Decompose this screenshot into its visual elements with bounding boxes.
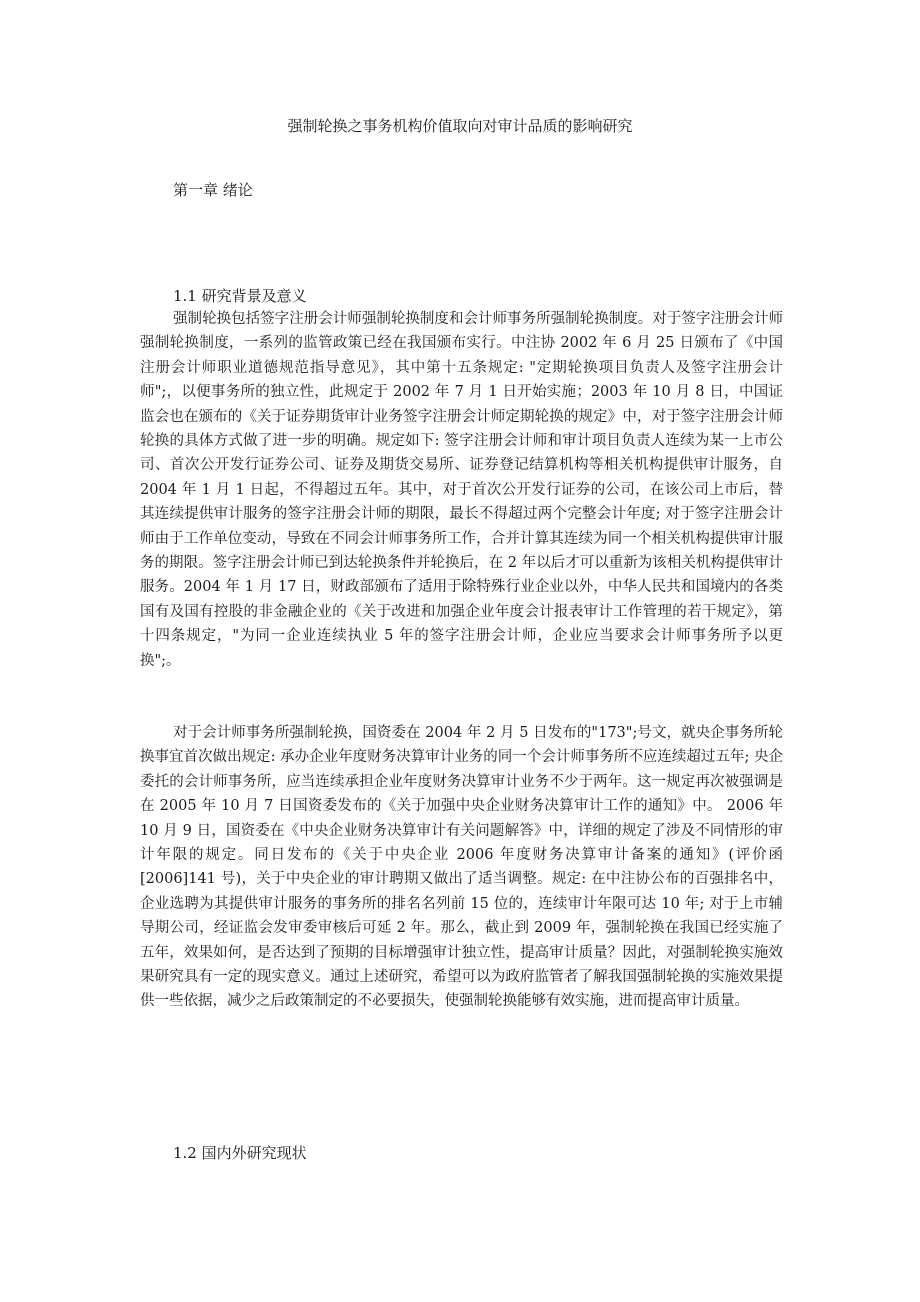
section-heading-1-2: 1.2 国内外研究现状: [173, 1144, 307, 1162]
body-paragraph: 对于会计师事务所强制轮换，国资委在 2004 年 2 月 5 日发布的"173";号文，就央企事务所轮换事宜首次做出规定: 承办企业年度财务决算审计业务的同一个会计师事务所不应连续超过五年; 央企委托的会计师事务所，应当连续承担企业年度财务决算审计业务不少于两年。这一规定再次被强调是在 2005 年 10 月 7 日国资委发布的《关于加强中央企业财务决算审计工作的通知》中。 2006 年 10 月 9 日，国资委在《中央企业财务决算审计有关问题解答》中，详细的规定了涉及不同情形的审计年限的规定。同日发布的《关于中央企业 2006 年度财务决算审计备案的通知》(评价函[2006]141 号)，关于中央企业的审计聘期又做出了适当调整。规定: 在中注协公布的百强排名中，企业选聘为其提供审计服务的事务所的排名名列前 15 位的，连续审计年限可达 10 年; 对于上市辅导期公司，经证监会发审委审核后可延 2 年。那么，截止到 2009 年，强制轮换在我国已经实施了五年，效果如何，是否达到了预期的目标增强审计独立性，提高审计质量？因此，对强制轮换实施效果研究具有一定的现实意义。通过上述研究，希望可以为政府监管者了解我国强制轮换的实施效果提供一些依据，减少之后政策制定的不必要损失，使强制轮换能够有效实施，进而提高审计质量。: [140, 725, 783, 1010]
document-title: 强制轮换之事务机构价值取向对审计品质的影响研究: [287, 117, 633, 135]
section-heading-1-1: 1.1 研究背景及意义: [173, 287, 307, 305]
chapter-heading: 第一章 绪论: [173, 181, 253, 199]
body-paragraph: 强制轮换包括签字注册会计师强制轮换制度和会计师事务所强制轮换制度。对于签字注册会计师强制轮换制度，一系列的监管政策已经在我国颁布实行。中注协 2002 年 6 月 25 日颁布了《中国注册会计师职业道德规范指导意见》，其中第十五条规定: "定期轮换项目负责人及签字注册会计师";，以便事务所的独立性，此规定于 2002 年 7 月 1 日开始实施；2003 年 10 月 8 日，中国证监会也在颁布的《关于证券期货审计业务签字注册会计师定期轮换的规定》中，对于签字注册会计师轮换的具体方式做了进一步的明确。规定如下: 签字注册会计师和审计项目负责人连续为某一上市公司、首次公开发行证券公司、证券及期货交易所、证券登记结算机构等相关机构提供审计服务，自 2004 年 1 月 1 日起，不得超过五年。其中，对于首次公开发行证券的公司，在该公司上市后，替其连续提供审计服务的签字注册会计师的期限，最长不得超过两个完整会计年度; 对于签字注册会计师由于工作单位变动，导致在不同会计师事务所工作，合并计算其连续为同一个相关机构提供审计服务的期限。签字注册会计师已到达轮换条件并轮换后，在 2 年以后才可以重新为该相关机构提供审计服务。2004 年 1 月 17 日，财政部颁布了适用于除特殊行业企业以外，中华人民共和国境内的各类国有及国有控股的非金融企业的《关于改进和加强企业年度会计报表审计工作管理的若干规定》，第十四条规定，"为同一企业连续执业 5 年的签字注册会计师，企业应当要求会计师事务所予以更换";。: [140, 311, 783, 669]
